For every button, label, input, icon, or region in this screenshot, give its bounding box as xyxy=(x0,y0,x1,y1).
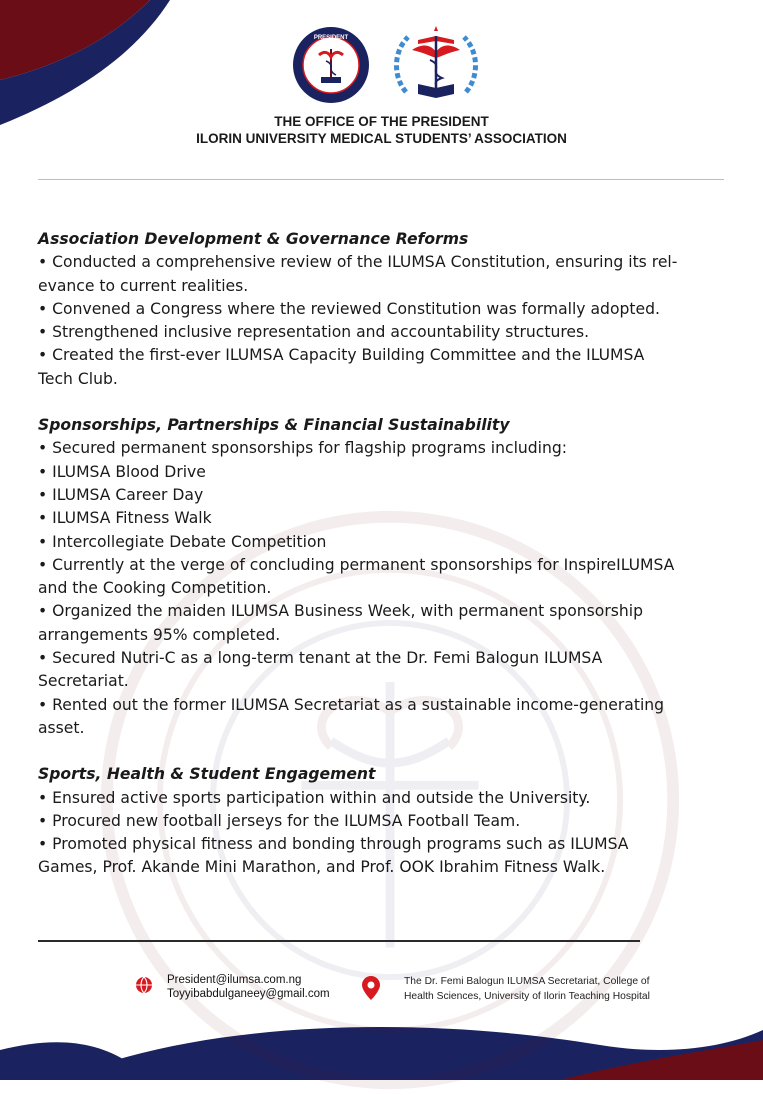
president-seal-logo xyxy=(291,25,371,105)
bullet-line: • Rented out the former ILUMSA Secretariat as a sustainable income-generating xyxy=(38,695,665,714)
bullet-line: • Currently at the verge of concluding permanent sponsorships for InspireILUMSA xyxy=(38,555,675,574)
bullet-line: Games, Prof. Akande Mini Marathon, and Prof. OOK Ibrahim Fitness Walk. xyxy=(38,858,606,877)
bullet-line: arrangements 95% completed. xyxy=(38,625,281,644)
location-pin-icon xyxy=(362,976,380,1000)
address-line: The Dr. Femi Balogun ILUMSA Secretariat, College of xyxy=(404,976,650,987)
bullet-line: • Strengthened inclusive representation and accountability structures. xyxy=(38,323,590,342)
section-title: Sports, Health & Student Engagement xyxy=(38,765,376,784)
ilumsa-logo xyxy=(388,22,484,108)
letterhead-title xyxy=(0,113,763,147)
section-sponsorships xyxy=(38,414,728,740)
bullet-line: • Organized the maiden ILUMSA Business Week, with permanent sponsorship xyxy=(38,602,643,621)
bullet-line: Tech Club. xyxy=(38,369,118,388)
bullet-line: • ILUMSA Career Day xyxy=(38,485,204,504)
header-line-association: ILORIN UNIVERSITY MEDICAL STUDENTS’ ASSOCIATION xyxy=(196,131,567,146)
bullet-line: • Created the first-ever ILUMSA Capacity Building Committee and the ILUMSA xyxy=(38,346,645,365)
address-line: Health Sciences, University of Ilorin Teaching Hospital xyxy=(404,990,650,1002)
bullet-line: • Convened a Congress where the reviewed Constitution was formally adopted. xyxy=(38,299,660,318)
bullet-line: • ILUMSA Fitness Walk xyxy=(38,509,212,528)
bullet-line: Secretariat. xyxy=(38,672,129,691)
bullet-line: • Ensured active sports participation within and outside the University. xyxy=(38,788,591,807)
bullet-line: asset. xyxy=(38,718,85,737)
bullet-line: and the Cooking Competition. xyxy=(38,579,272,598)
section-title: Association Development & Governance Reforms xyxy=(38,230,469,248)
bullet-line: • ILUMSA Blood Drive xyxy=(38,462,206,481)
report-body xyxy=(38,228,728,903)
svg-text:PRESIDENT: PRESIDENT xyxy=(313,35,349,41)
footer-divider xyxy=(38,940,640,942)
email-president[interactable]: President@ilumsa.com.ng xyxy=(167,974,302,986)
email-personal[interactable]: Toyyibabdulganeey@gmail.com xyxy=(167,988,330,1000)
logo-row xyxy=(0,22,763,112)
bullet-line: • Promoted physical fitness and bonding through programs such as ILUMSA xyxy=(38,835,629,854)
bullet-line: evance to current realities. xyxy=(38,276,249,295)
section-title: Sponsorships, Partnerships & Financial Sustainability xyxy=(38,416,510,435)
header-line-office: THE OFFICE OF THE PRESIDENT xyxy=(274,114,489,129)
bullet-line: • Secured Nutri-C as a long-term tenant at the Dr. Femi Balogun ILUMSA xyxy=(38,649,603,668)
bullet-line: • Procured new football jerseys for the ILUMSA Football Team. xyxy=(38,811,521,830)
header-divider xyxy=(38,179,724,180)
footer-emails xyxy=(133,973,330,1001)
section-governance xyxy=(38,228,728,391)
section-sports xyxy=(38,763,728,879)
bullet-line: • Conducted a comprehensive review of the ILUMSA Constitution, ensuring its rel- xyxy=(38,253,678,272)
footer-address xyxy=(404,975,704,1004)
bullet-line: • Intercollegiate Debate Competition xyxy=(38,532,327,551)
bullet-line: • Secured permanent sponsorships for flagship programs including: xyxy=(38,439,568,458)
